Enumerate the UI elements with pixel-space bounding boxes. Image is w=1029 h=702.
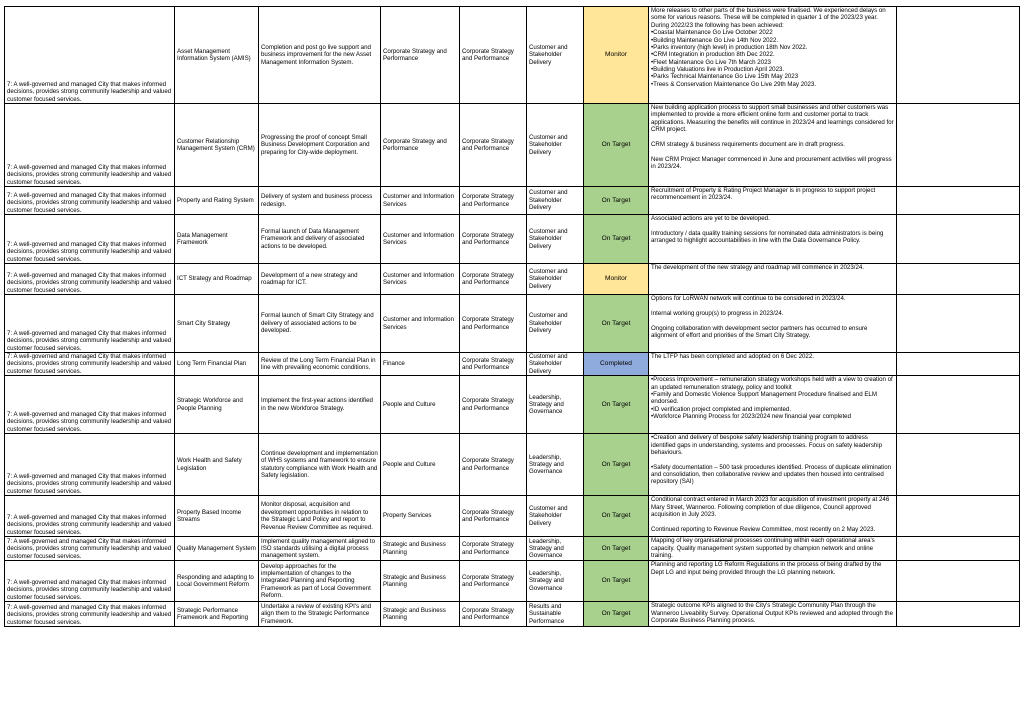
objective-cell: Customer and Stakeholder Delivery <box>527 496 584 537</box>
empty-cell <box>897 295 1020 353</box>
description-cell: Develop approaches for the implementation of changes to the Integrated Planning and Reporting Framework as part of Local Government Reform. <box>259 561 381 602</box>
status-cell: On Target <box>584 537 649 561</box>
comment-cell: Strategic outcome KPIs aligned to the City's Strategic Community Plan through the Wanneroo Liveability Survey. Operational Output KPIs reviewed and adopted through the Corporate Business Planning process. <box>649 602 897 627</box>
project-name-cell: Data Management Framework <box>175 215 259 264</box>
directorate-cell: Strategic and Business Planning <box>381 561 460 602</box>
objective-cell: Customer and Stakeholder Delivery <box>527 187 584 215</box>
responsible-area-cell: Corporate Strategy and Performance <box>460 7 527 104</box>
report-sheet <box>4 6 1020 627</box>
directorate-cell: Customer and Information Services <box>381 215 460 264</box>
empty-cell <box>897 187 1020 215</box>
theme-cell: 7: A well-governed and managed City that makes informed decisions, provides strong community leadership and valued customer focused services. <box>5 187 175 215</box>
theme-cell: 7: A well-governed and managed City that makes informed decisions, provides strong community leadership and valued customer focused services. <box>5 264 175 295</box>
status-cell: On Target <box>584 602 649 627</box>
objective-cell: Customer and Stakeholder Delivery <box>527 104 584 187</box>
table-row <box>5 264 1020 295</box>
status-cell: Monitor <box>584 7 649 104</box>
comment-cell: Options for LoRWAN network will continue to be considered in 2023/24. Internal working group(s) to progress in 2023/24. Ongoing collaboration with development sector partners has occurred to ensure alignment of effort and priorities of the Smart City Strategy. <box>649 295 897 353</box>
objective-cell: Customer and Stakeholder Delivery <box>527 353 584 376</box>
status-cell: Monitor <box>584 264 649 295</box>
project-name-cell: Smart City Strategy <box>175 295 259 353</box>
empty-cell <box>897 602 1020 627</box>
empty-cell <box>897 353 1020 376</box>
description-cell: Monitor disposal, acquisition and development opportunities in relation to the Strategic Land Policy and report to Revenue Review Committee as required. <box>259 496 381 537</box>
table-row <box>5 353 1020 376</box>
theme-cell: 7: A well-governed and managed City that makes informed decisions, provides strong community leadership and valued customer focused services. <box>5 496 175 537</box>
directorate-cell: Corporate Strategy and Performance <box>381 7 460 104</box>
comment-cell: Planning and reporting LG Reform Regulations in the process of being drafted by the Dept LG and input being provided through the LG planning network. <box>649 561 897 602</box>
table-row <box>5 215 1020 264</box>
objective-cell: Customer and Stakeholder Delivery <box>527 7 584 104</box>
objective-cell: Leadership, Strategy and Governance <box>527 537 584 561</box>
status-cell: On Target <box>584 104 649 187</box>
responsible-area-cell: Corporate Strategy and Performance <box>460 187 527 215</box>
empty-cell <box>897 561 1020 602</box>
theme-cell: 7: A well-governed and managed City that makes informed decisions, provides strong community leadership and valued customer focused services. <box>5 353 175 376</box>
table-body <box>5 7 1020 627</box>
theme-cell: 7: A well-governed and managed City that makes informed decisions, provides strong community leadership and valued customer focused services. <box>5 7 175 104</box>
project-name-cell: ICT Strategy and Roadmap <box>175 264 259 295</box>
theme-cell: 7: A well-governed and managed City that makes informed decisions, provides strong community leadership and valued customer focused services. <box>5 561 175 602</box>
theme-cell: 7: A well-governed and managed City that makes informed decisions, provides strong community leadership and valued customer focused services. <box>5 104 175 187</box>
objective-cell: Leadership, Strategy and Governance <box>527 434 584 496</box>
table-row <box>5 187 1020 215</box>
status-cell: On Target <box>584 434 649 496</box>
objective-cell: Customer and Stakeholder Delivery <box>527 264 584 295</box>
table-row <box>5 434 1020 496</box>
project-name-cell: Strategic Workforce and People Planning <box>175 376 259 434</box>
objective-cell: Results and Sustainable Performance <box>527 602 584 627</box>
responsible-area-cell: Corporate Strategy and Performance <box>460 104 527 187</box>
description-cell: Implement the first-year actions identified in the new Workforce Strategy. <box>259 376 381 434</box>
responsible-area-cell: Corporate Strategy and Performance <box>460 215 527 264</box>
project-name-cell: Responding and adapting to Local Government Reform <box>175 561 259 602</box>
objective-cell: Customer and Stakeholder Delivery <box>527 215 584 264</box>
directorate-cell: Customer and Information Services <box>381 264 460 295</box>
comment-cell: More releases to other parts of the business were finalised. We experienced delays on some for various reasons. These will be completed in quarter 1 of the 2023/23 year. During 2022/23 the following has been achieved: •Coastal Maintenance Go Live October 2022 •Building Maintenance Go Live 14th Nov 2022. •Parks inventory (high level) in production 18th Nov 2022. •CRM Integration in production 8th Dec 2022. •Fleet Maintenance Go Live 7th March 2023 •Building Valuations live in Production April 2023. •Parks Technical Maintenance Go Live 15th May 2023 •Trees & Conservation Maintenance Go Live 29th May 2023. <box>649 7 897 104</box>
directorate-cell: Customer and Information Services <box>381 295 460 353</box>
responsible-area-cell: Corporate Strategy and Performance <box>460 264 527 295</box>
description-cell: Development of a new strategy and roadmap for ICT. <box>259 264 381 295</box>
description-cell: Implement quality management aligned to ISO standards utilising a digital process management system. <box>259 537 381 561</box>
comment-cell: Mapping of key organisational processes continuing within each operational area's capacity. Quality management system supported by champion network and online training. <box>649 537 897 561</box>
theme-cell: 7: A well-governed and managed City that makes informed decisions, provides strong community leadership and valued customer focused services. <box>5 215 175 264</box>
description-cell: Delivery of system and business process redesign. <box>259 187 381 215</box>
description-cell: Review of the Long Term Financial Plan in line with prevailing economic conditions. <box>259 353 381 376</box>
comment-cell: New building application process to support small businesses and other customers was implemented to provide a more efficient online form and customer portal to track applications. Measuring the benefits will continue in 2023/24 and learnings considered for CRM project. CRM strategy & business requirements document are in draft progress. New CRM Project Manager commenced in June and procurement activities will progress in 2023/24. <box>649 104 897 187</box>
theme-cell: 7: A well-governed and managed City that makes informed decisions, provides strong community leadership and valued customer focused services. <box>5 434 175 496</box>
theme-cell: 7: A well-governed and managed City that makes informed decisions, provides strong community leadership and valued customer focused services. <box>5 376 175 434</box>
empty-cell <box>897 104 1020 187</box>
empty-cell <box>897 376 1020 434</box>
responsible-area-cell: Corporate Strategy and Performance <box>460 353 527 376</box>
directorate-cell: Corporate Strategy and Performance <box>381 104 460 187</box>
directorate-cell: People and Culture <box>381 376 460 434</box>
comment-cell: Recruitment of Property & Rating Project Manager is in progress to support project recommencement in 2023/24. <box>649 187 897 215</box>
project-name-cell: Customer Relationship Management System (CRM) <box>175 104 259 187</box>
table-row <box>5 602 1020 627</box>
empty-cell <box>897 215 1020 264</box>
responsible-area-cell: Corporate Strategy and Performance <box>460 376 527 434</box>
table-row <box>5 537 1020 561</box>
table-row <box>5 496 1020 537</box>
project-name-cell: Quality Management System <box>175 537 259 561</box>
status-cell: On Target <box>584 376 649 434</box>
project-status-table <box>4 6 1020 627</box>
comment-cell: •Process Improvement – remuneration strategy workshops held with a view to creation of an updated remuneration strategy, policy and toolkit •Family and Domestic Violence Support Management Procedure finalised and ELM endorsed. •ID verification project completed and implemented. •Workforce Planning Process for 2023/2024 new financial year completed <box>649 376 897 434</box>
directorate-cell: Strategic and Business Planning <box>381 537 460 561</box>
responsible-area-cell: Corporate Strategy and Performance <box>460 434 527 496</box>
theme-cell: 7: A well-governed and managed City that makes informed decisions, provides strong community leadership and valued customer focused services. <box>5 295 175 353</box>
responsible-area-cell: Corporate Strategy and Performance <box>460 496 527 537</box>
comment-cell: Conditional contract entered in March 2023 for acquisition of investment property at 246 Mary Street, Wanneroo. Following completion of due diligence, Council approved acquisition in July 2023. Continued reporting to Revenue Review Committee, most recently on 2 May 2023. <box>649 496 897 537</box>
project-name-cell: Strategic Performance Framework and Reporting <box>175 602 259 627</box>
objective-cell: Leadership, Strategy and Governance <box>527 376 584 434</box>
project-name-cell: Property and Rating System <box>175 187 259 215</box>
objective-cell: Customer and Stakeholder Delivery <box>527 295 584 353</box>
comment-cell: The LTFP has been completed and adopted on 6 Dec 2022. <box>649 353 897 376</box>
project-name-cell: Property Based Income Streams <box>175 496 259 537</box>
directorate-cell: Customer and Information Services <box>381 187 460 215</box>
directorate-cell: People and Culture <box>381 434 460 496</box>
theme-cell: 7: A well-governed and managed City that makes informed decisions, provides strong community leadership and valued customer focused services. <box>5 602 175 627</box>
responsible-area-cell: Corporate Strategy and Performance <box>460 561 527 602</box>
theme-cell: 7: A well-governed and managed City that makes informed decisions, provides strong community leadership and valued customer focused services. <box>5 537 175 561</box>
directorate-cell: Finance <box>381 353 460 376</box>
responsible-area-cell: Corporate Strategy and Performance <box>460 537 527 561</box>
empty-cell <box>897 537 1020 561</box>
empty-cell <box>897 264 1020 295</box>
status-cell: On Target <box>584 561 649 602</box>
table-row <box>5 376 1020 434</box>
empty-cell <box>897 496 1020 537</box>
description-cell: Formal launch of Smart City Strategy and delivery of associated actions to be developed. <box>259 295 381 353</box>
comment-cell: The development of the new strategy and roadmap will commence in 2023/24. <box>649 264 897 295</box>
empty-cell <box>897 7 1020 104</box>
directorate-cell: Strategic and Business Planning <box>381 602 460 627</box>
table-row <box>5 561 1020 602</box>
project-name-cell: Work Health and Safety Legislation <box>175 434 259 496</box>
description-cell: Formal launch of Data Management Framework and delivery of associated actions to be developed. <box>259 215 381 264</box>
table-row <box>5 7 1020 104</box>
project-name-cell: Asset Management Information System (AMIS) <box>175 7 259 104</box>
table-row <box>5 295 1020 353</box>
empty-cell <box>897 434 1020 496</box>
comment-cell: Associated actions are yet to be developed. Introductory / data quality training sessions for nominated data administrators is being arranged to highlight accountabilities in line with the Data Governance Policy. <box>649 215 897 264</box>
description-cell: Progressing the proof of concept Small Business Development Corporation and preparing for City-wide deployment. <box>259 104 381 187</box>
description-cell: Undertake a review of existing KPI's and align them to the Strategic Performance Framework. <box>259 602 381 627</box>
objective-cell: Leadership, Strategy and Governance <box>527 561 584 602</box>
responsible-area-cell: Corporate Strategy and Performance <box>460 295 527 353</box>
directorate-cell: Property Services <box>381 496 460 537</box>
comment-cell: •Creation and delivery of bespoke safety leadership training program to address identified gaps in understanding, systems and processes. Focus on safety leadership behaviours. •Safety documentation – 500 task procedures identified. Process of duplicate elimination and consolidation, then collaborative review and updates then housed into centralised repository (SAI) <box>649 434 897 496</box>
status-cell: On Target <box>584 295 649 353</box>
responsible-area-cell: Corporate Strategy and Performance <box>460 602 527 627</box>
description-cell: Completion and post go live support and business improvement for the new Asset Management Information System. <box>259 7 381 104</box>
status-cell: On Target <box>584 496 649 537</box>
description-cell: Continue development and implementation of WHS systems and framework to ensure statutory compliance with Work Health and Safety legislation. <box>259 434 381 496</box>
table-row <box>5 104 1020 187</box>
status-cell: On Target <box>584 187 649 215</box>
status-cell: On Target <box>584 215 649 264</box>
project-name-cell: Long Term Financial Plan <box>175 353 259 376</box>
status-cell: Completed <box>584 353 649 376</box>
